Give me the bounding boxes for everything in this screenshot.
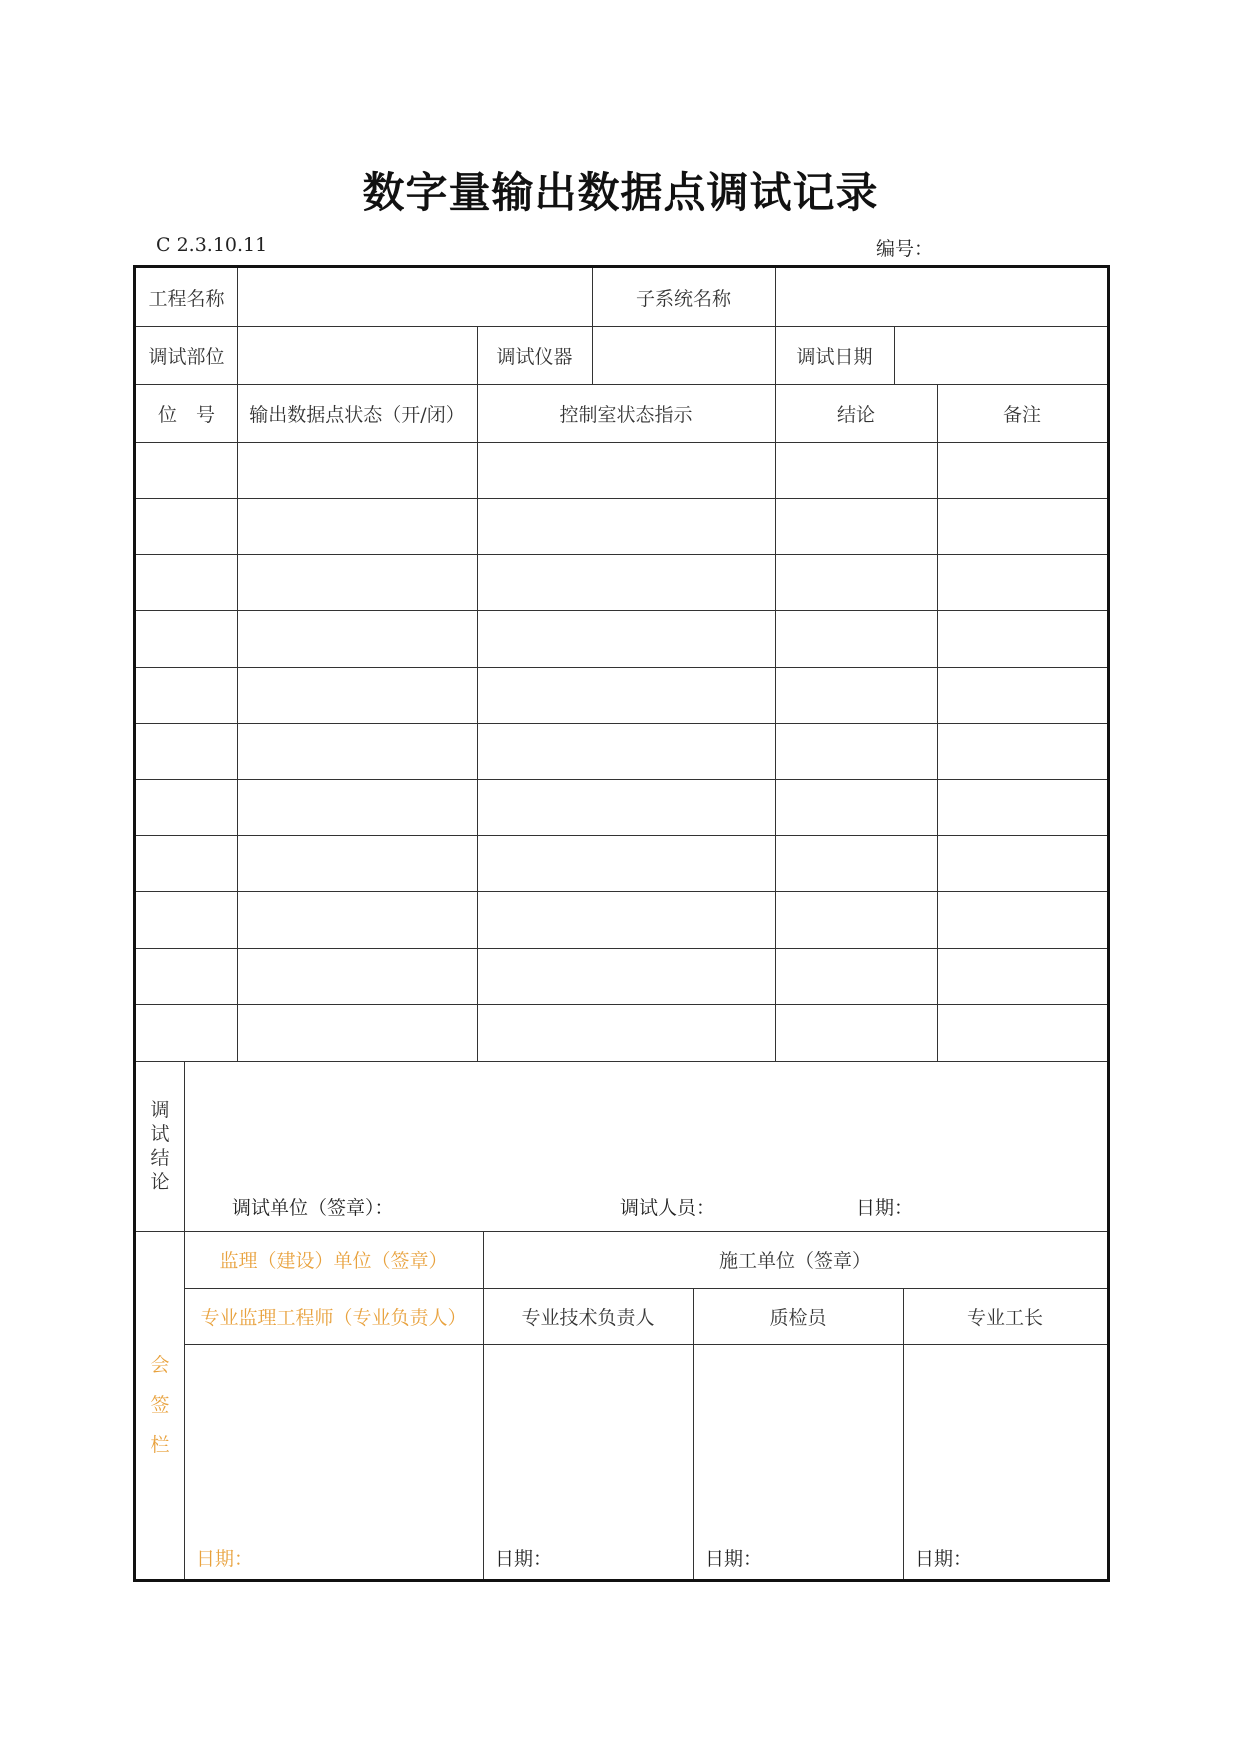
project-name-field[interactable] xyxy=(237,268,592,326)
table-cell-pos[interactable] xyxy=(136,1004,237,1061)
table-cell-state[interactable] xyxy=(237,498,477,554)
table-cell-state[interactable] xyxy=(237,1004,477,1061)
table-cell-remarks[interactable] xyxy=(937,835,1107,891)
test-instrument-label: 调试仪器 xyxy=(496,345,573,368)
column-header-control-room-indication: 控制室状态指示 xyxy=(559,403,693,426)
supervision-unit-label: 监理（建设）单位（签章） xyxy=(219,1250,448,1272)
table-cell-indication[interactable] xyxy=(477,779,775,835)
table-cell-remarks[interactable] xyxy=(937,554,1107,610)
column-header-remarks: 备注 xyxy=(1002,403,1041,426)
quality-inspector-date-label: 日期： xyxy=(705,1548,763,1570)
construction-unit-label: 施工单位（签章） xyxy=(718,1250,871,1272)
column-header-position-no: 位 号 xyxy=(157,403,215,426)
table-cell-conclusion[interactable] xyxy=(775,891,937,948)
table-cell-remarks[interactable] xyxy=(937,723,1107,779)
table-cell-conclusion[interactable] xyxy=(775,948,937,1004)
serial-number-label: 编号： xyxy=(876,238,934,260)
quality-inspector-label: 质检员 xyxy=(769,1306,827,1329)
subsystem-name-field[interactable] xyxy=(775,268,1107,326)
table-cell-conclusion[interactable] xyxy=(775,723,937,779)
table-cell-remarks[interactable] xyxy=(937,498,1107,554)
technical-lead-signature-area[interactable] xyxy=(483,1344,693,1534)
table-cell-state[interactable] xyxy=(237,554,477,610)
table-cell-pos[interactable] xyxy=(136,723,237,779)
table-cell-indication[interactable] xyxy=(477,442,775,498)
table-cell-indication[interactable] xyxy=(477,498,775,554)
technical-lead-date-label: 日期： xyxy=(495,1548,553,1570)
table-cell-remarks[interactable] xyxy=(937,667,1107,723)
test-location-label: 调试部位 xyxy=(148,345,225,368)
technical-lead-label: 专业技术负责人 xyxy=(521,1306,655,1329)
table-cell-indication[interactable] xyxy=(477,610,775,667)
conclusion-text-area[interactable] xyxy=(184,1061,1107,1181)
foreman-label: 专业工长 xyxy=(966,1306,1043,1329)
test-location-field[interactable] xyxy=(237,326,477,384)
table-cell-state[interactable] xyxy=(237,835,477,891)
table-cell-conclusion[interactable] xyxy=(775,610,937,667)
table-cell-conclusion[interactable] xyxy=(775,835,937,891)
table-cell-pos[interactable] xyxy=(136,667,237,723)
test-unit-signature-label: 调试单位（签章）： xyxy=(232,1197,394,1219)
form-title: 数字量输出数据点调试记录 xyxy=(362,168,879,217)
foreman-signature-area[interactable] xyxy=(903,1344,1107,1534)
table-cell-state[interactable] xyxy=(237,948,477,1004)
project-name-label: 工程名称 xyxy=(148,287,225,310)
table-cell-state[interactable] xyxy=(237,442,477,498)
table-cell-conclusion[interactable] xyxy=(775,498,937,554)
supervising-engineer-signature-area[interactable] xyxy=(184,1344,483,1534)
table-cell-state[interactable] xyxy=(237,667,477,723)
table-cell-conclusion[interactable] xyxy=(775,667,937,723)
table-cell-indication[interactable] xyxy=(477,554,775,610)
supervisor-date-label: 日期： xyxy=(196,1548,254,1570)
record-table xyxy=(133,265,1110,1582)
table-cell-pos[interactable] xyxy=(136,948,237,1004)
form-code: C 2.3.10.11 xyxy=(156,234,268,256)
table-cell-pos[interactable] xyxy=(136,779,237,835)
table-cell-indication[interactable] xyxy=(477,835,775,891)
column-header-conclusion: 结论 xyxy=(836,403,875,426)
table-cell-indication[interactable] xyxy=(477,948,775,1004)
table-cell-conclusion[interactable] xyxy=(775,442,937,498)
table-cell-conclusion[interactable] xyxy=(775,779,937,835)
table-cell-remarks[interactable] xyxy=(937,610,1107,667)
table-cell-remarks[interactable] xyxy=(937,779,1107,835)
table-cell-indication[interactable] xyxy=(477,1004,775,1061)
test-instrument-field[interactable] xyxy=(592,326,775,384)
foreman-date-label: 日期： xyxy=(915,1548,973,1570)
table-cell-conclusion[interactable] xyxy=(775,554,937,610)
test-date-label: 调试日期 xyxy=(796,345,873,368)
conclusion-section-label: 调 试 结 论 xyxy=(150,1099,170,1193)
table-cell-state[interactable] xyxy=(237,723,477,779)
test-personnel-label: 调试人员： xyxy=(620,1197,716,1219)
table-cell-indication[interactable] xyxy=(477,667,775,723)
table-cell-state[interactable] xyxy=(237,610,477,667)
table-cell-pos[interactable] xyxy=(136,554,237,610)
table-cell-pos[interactable] xyxy=(136,835,237,891)
column-header-output-state: 输出数据点状态（开/闭） xyxy=(249,403,465,426)
table-cell-indication[interactable] xyxy=(477,891,775,948)
supervising-engineer-label: 专业监理工程师（专业负责人） xyxy=(200,1306,467,1329)
signoff-section-label: 会 签 栏 xyxy=(150,1354,170,1456)
conclusion-date-label: 日期： xyxy=(856,1197,914,1219)
subsystem-name-label: 子系统名称 xyxy=(635,287,731,310)
table-cell-pos[interactable] xyxy=(136,442,237,498)
table-cell-remarks[interactable] xyxy=(937,948,1107,1004)
table-cell-pos[interactable] xyxy=(136,891,237,948)
test-date-field[interactable] xyxy=(894,326,1107,384)
table-cell-conclusion[interactable] xyxy=(775,1004,937,1061)
table-cell-pos[interactable] xyxy=(136,610,237,667)
table-cell-state[interactable] xyxy=(237,779,477,835)
table-cell-indication[interactable] xyxy=(477,723,775,779)
table-cell-remarks[interactable] xyxy=(937,891,1107,948)
table-cell-pos[interactable] xyxy=(136,498,237,554)
table-cell-remarks[interactable] xyxy=(937,442,1107,498)
table-cell-remarks[interactable] xyxy=(937,1004,1107,1061)
table-cell-state[interactable] xyxy=(237,891,477,948)
quality-inspector-signature-area[interactable] xyxy=(693,1344,903,1534)
